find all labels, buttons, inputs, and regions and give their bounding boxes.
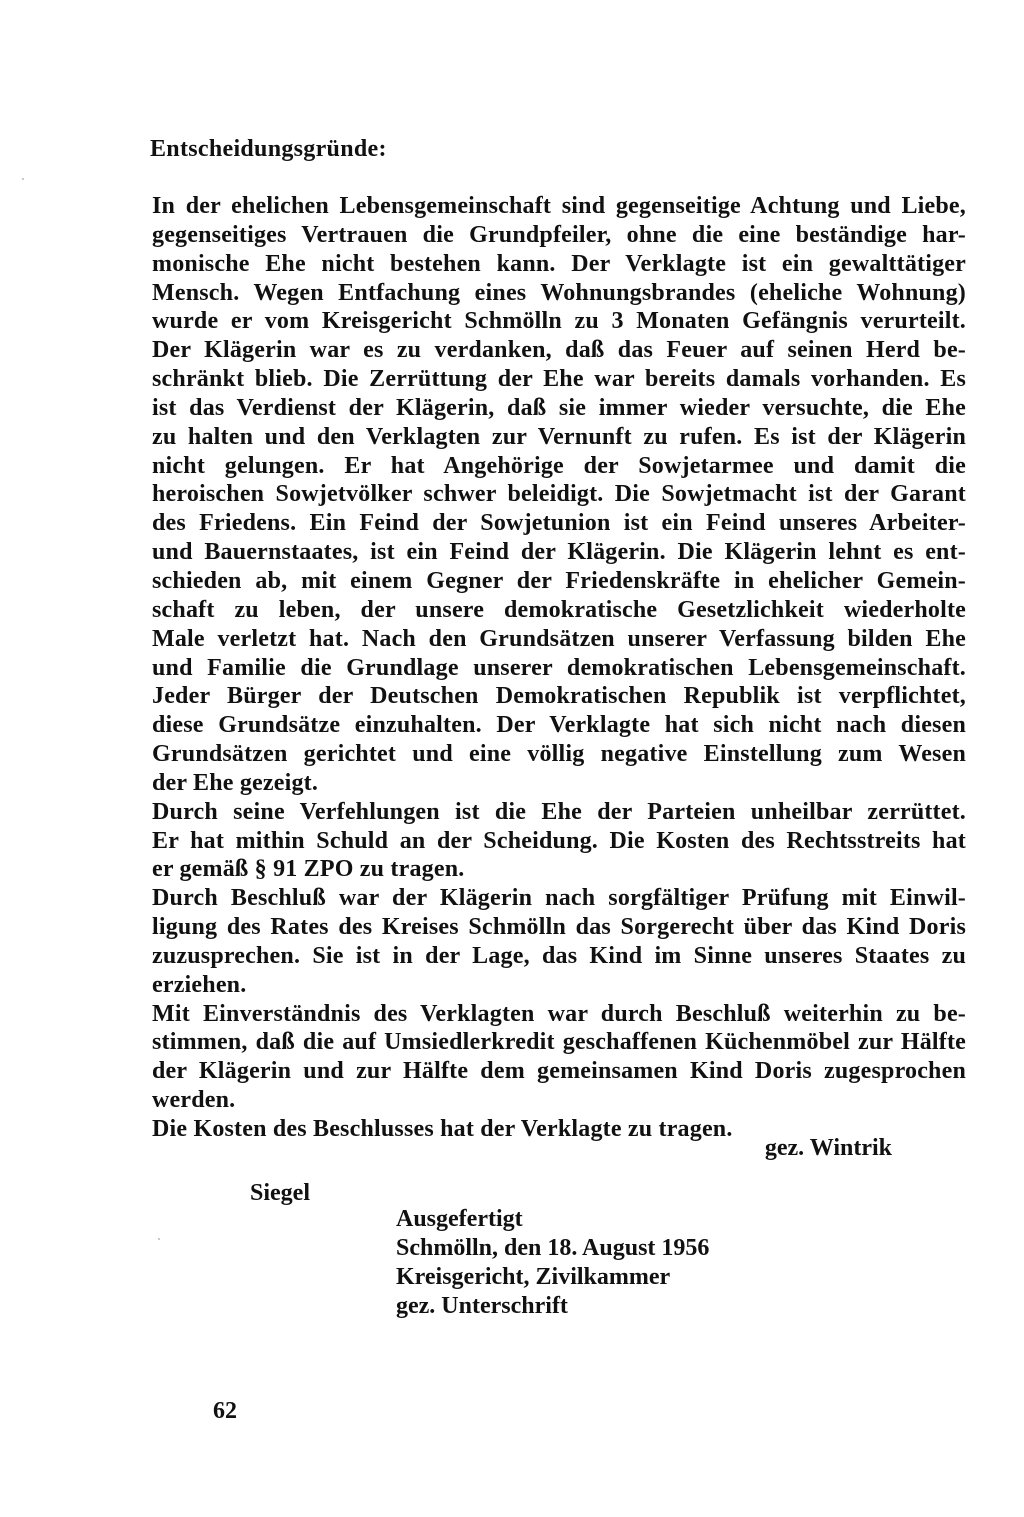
text-line: Mit Einverständnis des Verklagten war durch Beschluß weiterhin zu be- (152, 1000, 966, 1027)
text-line: diese Grundsätze einzuhalten. Der Verklagte hat sich nicht nach diesen (152, 712, 966, 739)
text-line: des Friedens. Ein Feind der Sowjetunion ist ein Feind unseres Arbeiter- (152, 510, 966, 537)
text-line: ligung des Rates des Kreises Schmölln das Sorgerecht über das Kind Doris (152, 914, 966, 941)
text-line: gegenseitiges Vertrauen die Grundpfeiler, ohne die eine beständige har- (152, 221, 966, 248)
section-heading: Entscheidungsgründe: (150, 136, 387, 162)
certification-line: Kreisgericht, Zivilkammer (396, 1264, 671, 1290)
text-line: Male verletzt hat. Nach den Grundsätzen unserer Verfassung bilden Ehe (152, 625, 966, 652)
text-line: und Familie die Grundlage unserer demokratischen Lebensgemeinschaft. (152, 654, 966, 681)
judge-signature: gez. Wintrik (764, 1135, 892, 1161)
certification-block (396, 1205, 709, 1321)
page-number: 62 (213, 1398, 237, 1424)
text-line: der Ehe gezeigt. (152, 769, 319, 796)
text-line: schränkt blieb. Die Zerrüttung der Ehe war bereits damals vorhanden. Es (152, 366, 966, 393)
text-line: er gemäß § 91 ZPO zu tragen. (152, 856, 465, 883)
text-line: Durch Beschluß war der Klägerin nach sorgfältiger Prüfung mit Einwil- (152, 885, 966, 912)
text-line: schieden ab, mit einem Gegner der Friedenskräfte in ehelicher Gemein- (152, 567, 966, 594)
text-line: In der ehelichen Lebensgemeinschaft sind gegenseitige Achtung und Liebe, (152, 193, 966, 219)
certification-line: Ausgefertigt (396, 1206, 523, 1232)
text-line: Jeder Bürger der Deutschen Demokratischen Republik ist verpflichtet, (152, 683, 966, 710)
scan-speck (22, 178, 24, 180)
text-line: Er hat mithin Schuld an der Scheidung. Die Kosten des Rechtsstreits hat (152, 827, 966, 854)
text-line: erziehen. (152, 971, 247, 998)
text-line: Durch seine Verfehlungen ist die Ehe der Parteien unheilbar zerrüttet. (152, 798, 966, 825)
scan-speck (158, 1238, 160, 1240)
text-line: schaft zu leben, der unsere demokratische Gesetzlichkeit wiederholte (152, 596, 966, 623)
text-line: Grundsätzen gerichtet und eine völlig negative Einstellung zum Wesen (152, 741, 966, 768)
text-line: und Bauernstaates, ist ein Feind der Klägerin. Die Klägerin lehnt es ent- (152, 539, 966, 566)
text-line: Der Klägerin war es zu verdanken, daß das Feuer auf seinen Herd be- (152, 337, 966, 364)
text-line: zuzusprechen. Sie ist in der Lage, das Kind im Sinne unseres Staates zu (152, 942, 966, 969)
certification-line: Schmölln, den 18. August 1956 (396, 1235, 710, 1261)
text-line: werden. (152, 1087, 236, 1114)
text-line: Mensch. Wegen Entfachung eines Wohnungsbrandes (eheliche Wohnung) (152, 279, 966, 306)
text-line: heroischen Sowjetvölker schwer beleidigt. Die Sowjetmacht ist der Garant (152, 481, 966, 508)
body-text (152, 192, 966, 1144)
seal-label: Siegel (250, 1180, 310, 1206)
text-line: Die Kosten des Beschlusses hat der Verklagte zu tragen. (152, 1116, 733, 1142)
text-line: nicht gelungen. Er hat Angehörige der Sowjetarmee und damit die (152, 452, 966, 479)
text-line: ist das Verdienst der Klägerin, daß sie immer wieder versuchte, die Ehe (152, 394, 966, 421)
text-line: der Klägerin und zur Hälfte dem gemeinsamen Kind Doris zugesprochen (152, 1058, 966, 1085)
certification-line: gez. Unterschrift (396, 1293, 568, 1319)
text-line: wurde er vom Kreisgericht Schmölln zu 3 Monaten Gefängnis verurteilt. (152, 308, 966, 335)
text-line: monische Ehe nicht bestehen kann. Der Verklagte ist ein gewalttätiger (152, 250, 966, 277)
text-line: zu halten und den Verklagten zur Vernunft zu rufen. Es ist der Klägerin (152, 423, 966, 450)
text-line: stimmen, daß die auf Umsiedlerkredit geschaffenen Küchenmöbel zur Hälfte (152, 1029, 966, 1056)
